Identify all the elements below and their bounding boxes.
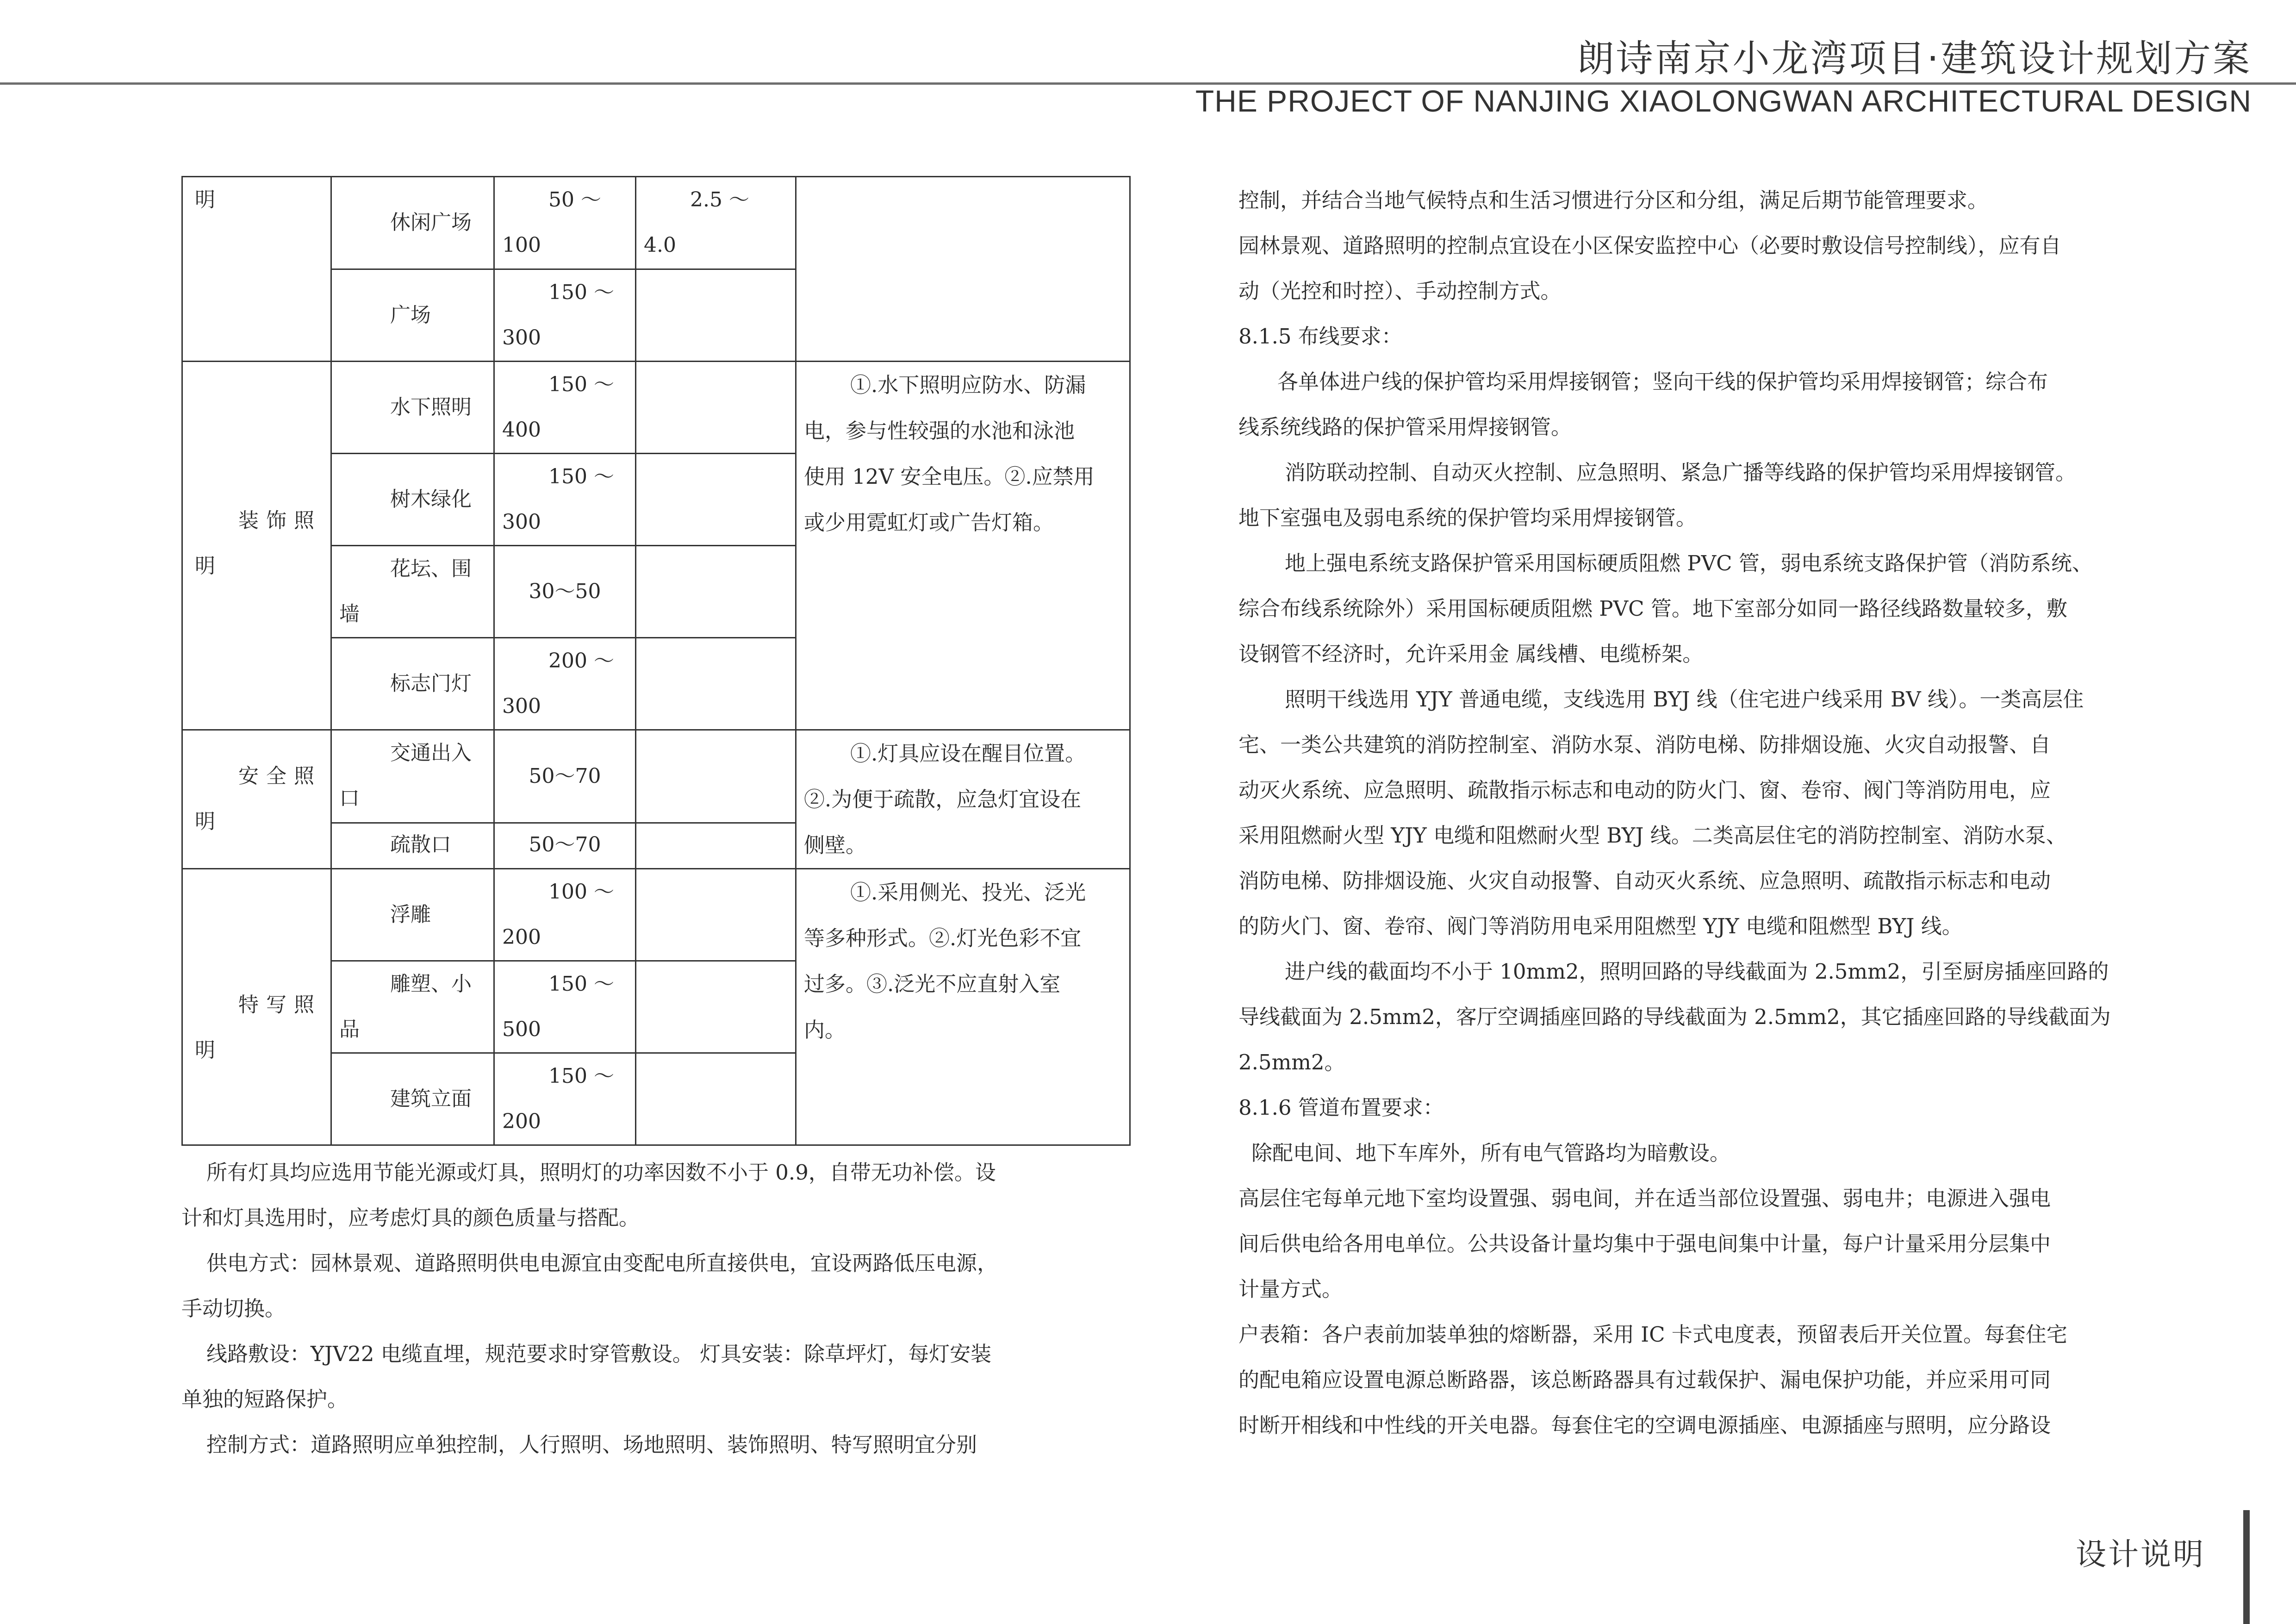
body-line: 8.1.5 布线要求：: [1238, 324, 1402, 349]
item-cell: [331, 269, 494, 362]
lux-cell: [494, 362, 636, 454]
lux-cell: [494, 730, 636, 823]
note-line: 使用 12V 安全电压。②.应禁用: [804, 464, 1095, 489]
note-line: 过多。③.泛光不应直射入室: [804, 972, 1061, 996]
category-cell: [182, 177, 331, 362]
item-label-line1: 雕塑、小: [390, 972, 472, 996]
body-line: 园林景观、道路照明的控制点宜设在小区保安监控中心（必要时敷设信号控制线），应有自: [1238, 233, 2061, 258]
note-cell: [796, 730, 1130, 869]
uniformity-cell: [636, 1053, 796, 1145]
lux-value: 50～70: [529, 764, 601, 788]
uniformity-cell: [636, 269, 796, 362]
body-line: 综合布线系统除外）采用国标硬质阻燃 PVC 管。地下室部分如同一路径线路数量较多，敷: [1238, 596, 2067, 621]
item-cell: [331, 546, 494, 638]
uniformity-cell: [636, 730, 796, 823]
section-title: 设计说明: [2076, 1537, 2205, 1572]
body-line: 控制方式：道路照明应单独控制，人行照明、场地照明、装饰照明、特写照明宜分别: [206, 1432, 977, 1457]
lux-value: 300: [502, 694, 541, 718]
lux-value: 100 ～: [548, 880, 614, 904]
body-line: 各单体进户线的保护管均采用焊接钢管；竖向干线的保护管均采用焊接钢管；综合布: [1277, 369, 2048, 394]
item-label: 树木绿化: [390, 487, 472, 511]
note-cell: [796, 362, 1130, 730]
lux-value: 50 ～: [548, 188, 601, 212]
note-line: 等多种形式。②.灯光色彩不宜: [804, 926, 1082, 950]
category-cell: [182, 730, 331, 869]
project-title-cn: 朗诗南京小龙湾项目·建筑设计规划方案: [1577, 37, 2252, 80]
body-line: 计量方式。: [1238, 1277, 1343, 1301]
category-label-line1: 装饰照: [238, 509, 322, 532]
body-line: 的配电箱应设置电源总断路器，该总断路器具有过载保护、漏电保护功能，并应采用可同: [1238, 1368, 2051, 1392]
item-cell: [331, 177, 494, 269]
category-label-line1: 特写照: [238, 993, 322, 1017]
item-label-line1: 花坛、围: [390, 557, 472, 581]
item-label: 疏散口: [390, 833, 451, 856]
lux-cell: [494, 546, 636, 638]
uniformity-value: 2.5 ～: [690, 188, 749, 212]
body-line: 控制，并结合当地气候特点和生活习惯进行分区和分组，满足后期节能管理要求。: [1238, 188, 1989, 212]
body-line: 户表箱：各户表前加装单独的熔断器，采用 IC 卡式电度表，预留表后开关位置。每套住宅: [1238, 1322, 2067, 1347]
note-cell: [796, 869, 1130, 1145]
item-cell: [331, 454, 494, 546]
lux-cell: [494, 269, 636, 362]
item-cell: [331, 869, 494, 961]
category-label-line2: 明: [195, 1038, 215, 1062]
body-line: 动灭火系统、应急照明、疏散指示标志和电动的防火门、窗、卷帘、阀门等消防用电，应: [1238, 778, 2051, 802]
note-line: 内。: [804, 1018, 846, 1042]
uniformity-cell: [636, 454, 796, 546]
body-line: 2.5mm2。: [1238, 1050, 1345, 1074]
note-line: 或少用霓虹灯或广告灯箱。: [804, 510, 1054, 535]
item-cell: [331, 362, 494, 454]
uniformity-cell: [636, 362, 796, 454]
lux-cell: [494, 1053, 636, 1145]
body-line: 采用阻燃耐火型 YJY 电缆和阻燃耐火型 BYJ 线。二类高层住宅的消防控制室、消防水泵、: [1238, 823, 2067, 848]
item-label-line1: 交通出入: [390, 741, 472, 765]
body-line: 消防联动控制、自动灭火控制、应急照明、紧急广播等线路的保护管均采用焊接钢管。: [1285, 460, 2077, 485]
uniformity-cell: [636, 961, 796, 1053]
lux-value: 200: [502, 1110, 541, 1133]
body-line: 地上强电系统支路保护管采用国标硬质阻燃 PVC 管，弱电系统支路保护管（消防系统、: [1285, 551, 2093, 575]
item-label: 浮雕: [390, 903, 431, 926]
item-cell: [331, 730, 494, 823]
item-cell: [331, 961, 494, 1053]
footer-bar: [2243, 1510, 2250, 1624]
uniformity-cell: [636, 177, 796, 269]
category-label-line2: 明: [195, 188, 215, 212]
body-line: 手动切换。: [181, 1296, 286, 1321]
body-line: 消防电梯、防排烟设施、火灾自动报警、自动灭火系统、应急照明、疏散指示标志和电动: [1238, 868, 2051, 893]
body-line: 供电方式：园林景观、道路照明供电电源宜由变配电所直接供电，宜设两路低压电源，: [206, 1251, 998, 1275]
item-label-line2: 口: [339, 787, 360, 810]
item-cell: [331, 1053, 494, 1145]
lux-value: 100: [502, 233, 541, 257]
note-line: ①.水下照明应防水、防漏: [850, 373, 1086, 397]
lux-cell: [494, 869, 636, 961]
lux-cell: [494, 177, 636, 269]
body-line: 导线截面为 2.5mm2，客厅空调插座回路的导线截面为 2.5mm2，其它插座回路的导线截面为: [1238, 1005, 2111, 1029]
lux-cell: [494, 638, 636, 730]
lux-value: 300: [502, 510, 541, 534]
body-line: 单独的短路保护。: [181, 1387, 348, 1412]
body-line: 8.1.6 管道布置要求：: [1238, 1095, 1444, 1120]
uniformity-cell: [636, 546, 796, 638]
body-line: 计和灯具选用时，应考虑灯具的颜色质量与搭配。: [181, 1206, 640, 1230]
lux-value: 150 ～: [548, 373, 614, 396]
uniformity-cell: [636, 823, 796, 869]
note-line: ①.灯具应设在醒目位置。: [850, 741, 1086, 766]
lux-value: 150 ～: [548, 465, 614, 488]
note-line: 电，参与性较强的水池和泳池: [804, 418, 1075, 443]
body-line: 线系统线路的保护管采用焊接钢管。: [1238, 415, 1572, 439]
item-label: 广场: [390, 303, 431, 327]
category-label-line1: 安全照: [238, 764, 322, 788]
body-line: 设钢管不经济时，允许采用金 属线槽、电缆桥架。: [1238, 642, 1704, 666]
body-line: 动（光控和时控）、手动控制方式。: [1238, 279, 1562, 303]
lux-value: 500: [502, 1018, 541, 1041]
category-label-line2: 明: [195, 554, 215, 578]
category-cell: [182, 362, 331, 730]
lux-value: 150 ～: [548, 972, 614, 996]
lux-value: 400: [502, 418, 541, 442]
body-line: 线路敷设：YJV22 电缆直埋，规范要求时穿管敷设。 灯具安装：除草坪灯，每灯安装: [206, 1342, 992, 1366]
item-label-line2: 品: [339, 1018, 360, 1041]
lux-cell: [494, 454, 636, 546]
body-line: 除配电间、地下车库外，所有电气管路均为暗敷设。: [1251, 1141, 1731, 1165]
lighting-spec-table: [181, 176, 1131, 1146]
project-title-en: THE PROJECT OF NANJING XIAOLONGWAN ARCHITECTURAL DESIGN: [1195, 84, 2252, 118]
lux-cell: [494, 823, 636, 869]
body-line: 进户线的截面均不小于 10mm2，照明回路的导线截面为 2.5mm2，引至厨房插座回路的: [1285, 959, 2109, 984]
item-label-line2: 墙: [339, 602, 360, 626]
uniformity-value: 4.0: [644, 233, 676, 257]
lux-value: 30～50: [529, 580, 601, 603]
lux-cell: [494, 961, 636, 1053]
body-line: 照明干线选用 YJY 普通电缆，支线选用 BYJ 线（住宅进户线采用 BV 线）。一类高层住: [1285, 687, 2084, 712]
note-cell: [796, 177, 1130, 362]
lux-value: 200 ～: [548, 649, 614, 673]
lux-value: 50～70: [529, 833, 601, 856]
lux-value: 300: [502, 325, 541, 350]
note-line: 侧壁。: [804, 833, 867, 857]
body-line: 高层住宅每单元地下室均设置强、弱电间，并在适当部位设置强、弱电井；电源进入强电: [1238, 1186, 2051, 1211]
item-label: 水下照明: [390, 395, 472, 419]
item-label: 建筑立面: [390, 1087, 472, 1111]
lux-value: 150 ～: [548, 1064, 614, 1088]
category-cell: [182, 869, 331, 1145]
uniformity-cell: [636, 638, 796, 730]
item-cell: [331, 823, 494, 869]
body-line: 时断开相线和中性线的开关电器。每套住宅的空调电源插座、电源插座与照明，应分路设: [1238, 1413, 2051, 1437]
lux-value: 200: [502, 925, 541, 949]
body-line: 所有灯具均应选用节能光源或灯具，照明灯的功率因数不小于 0.9，自带无功补偿。设: [206, 1160, 996, 1185]
category-label-line2: 明: [195, 810, 215, 833]
note-line: ①.采用侧光、投光、泛光: [850, 880, 1086, 905]
note-line: ②.为便于疏散，应急灯宜设在: [804, 787, 1082, 812]
item-cell: [331, 638, 494, 730]
body-line: 地下室强电及弱电系统的保护管均采用焊接钢管。: [1238, 506, 1697, 530]
item-label: 休闲广场: [390, 211, 472, 234]
uniformity-cell: [636, 869, 796, 961]
body-line: 宅、一类公共建筑的消防控制室、消防水泵、消防电梯、防排烟设施、火灾自动报警、自: [1238, 732, 2051, 757]
body-line: 间后供电给各用电单位。公共设备计量均集中于强电间集中计量，每户计量采用分层集中: [1238, 1231, 2051, 1256]
item-label: 标志门灯: [390, 672, 472, 695]
body-line: 的防火门、窗、卷帘、阀门等消防用电采用阻燃型 YJY 电缆和阻燃型 BYJ 线。: [1238, 914, 1963, 938]
lux-value: 150 ～: [548, 280, 614, 304]
